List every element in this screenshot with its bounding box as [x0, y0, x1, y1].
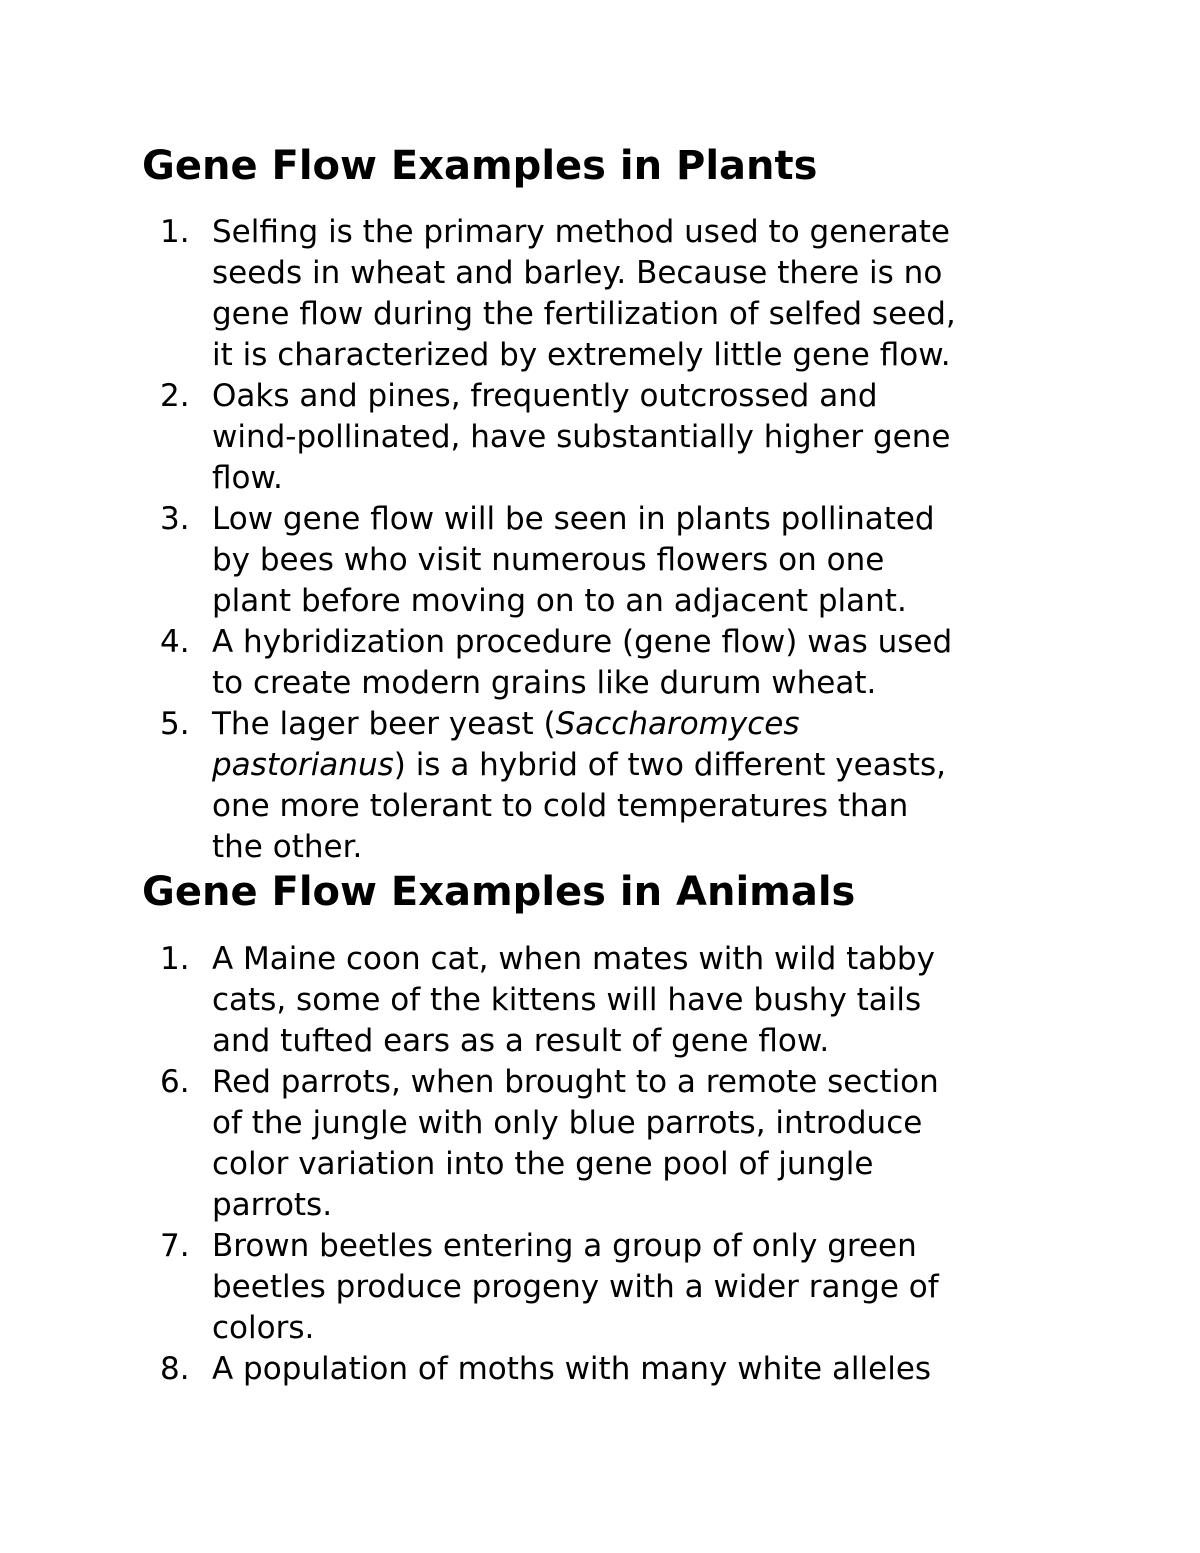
- list-item-text: of the jungle with only blue parrots, introduce: [212, 1105, 923, 1141]
- list-item-text: flow.: [212, 460, 283, 496]
- list-item-text: seeds in wheat and barley. Because there is no: [212, 255, 943, 291]
- list-item-text: and tufted ears as a result of gene flow.: [212, 1023, 830, 1059]
- list-item-text: by bees who visit numerous flowers on one: [212, 542, 885, 578]
- list-item-text: [212, 704, 800, 745]
- list-number: 2.: [160, 378, 190, 414]
- list-number: 6.: [160, 1064, 190, 1100]
- list-number: 7.: [160, 1228, 190, 1264]
- list-item-text: to create modern grains like durum wheat.: [212, 665, 877, 701]
- list-item-text: Low gene flow will be seen in plants pollinated: [212, 501, 935, 537]
- list-item-text: cats, some of the kittens will have bushy tails: [212, 982, 922, 1018]
- list-item-text: plant before moving on to an adjacent plant.: [212, 583, 907, 619]
- list-item-text: Brown beetles entering a group of only green: [212, 1228, 917, 1264]
- list-number: 3.: [160, 501, 190, 537]
- list-item-text: A population of moths with many white alleles: [212, 1351, 932, 1387]
- list-item-text: [212, 745, 946, 786]
- list-item-text: parrots.: [212, 1187, 333, 1223]
- list-item-text: wind-pollinated, have substantially higher gene: [212, 419, 951, 455]
- list-item-text: colors.: [212, 1310, 315, 1346]
- section-title-plants: Gene Flow Examples in Plants: [142, 143, 818, 189]
- list-item-text: gene flow during the fertilization of selfed seed,: [212, 296, 956, 332]
- list-item-text: it is characterized by extremely little gene flow.: [212, 337, 951, 373]
- list-item-text-plain: ) is a hybrid of two different yeasts,: [393, 747, 947, 783]
- list-number: 8.: [160, 1351, 190, 1387]
- list-item-text-plain: The lager beer yeast (: [212, 706, 556, 742]
- list-item-text: A Maine coon cat, when mates with wild tabby: [212, 941, 935, 977]
- list-item-text: Oaks and pines, frequently outcrossed and: [212, 378, 878, 414]
- species-name-italic: Saccharomyces: [555, 706, 800, 742]
- species-name-italic: pastorianus: [212, 747, 394, 783]
- list-item-text: A hybridization procedure (gene flow) was used: [212, 624, 953, 660]
- list-item-text: Selfing is the primary method used to generate: [212, 214, 950, 250]
- list-item-text: Red parrots, when brought to a remote section: [212, 1064, 939, 1100]
- list-number: 1.: [160, 214, 190, 250]
- list-number: 5.: [160, 706, 190, 742]
- list-item-text: beetles produce progeny with a wider range of: [212, 1269, 939, 1305]
- list-item-text: the other.: [212, 829, 363, 865]
- list-number: 1.: [160, 941, 190, 977]
- list-item-text: color variation into the gene pool of jungle: [212, 1146, 874, 1182]
- section-title-animals: Gene Flow Examples in Animals: [142, 869, 856, 915]
- list-item-text: one more tolerant to cold temperatures than: [212, 788, 909, 824]
- list-number: 4.: [160, 624, 190, 660]
